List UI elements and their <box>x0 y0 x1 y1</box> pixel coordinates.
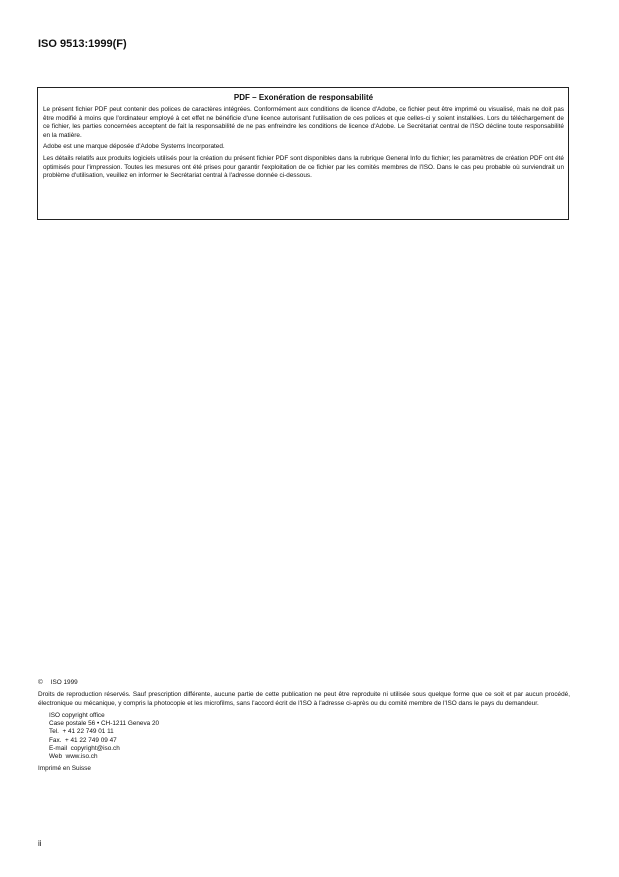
copyright-section <box>38 679 570 773</box>
copyright-symbol: © <box>38 679 43 686</box>
copyright-notice: Droits de reproduction réservés. Sauf prescription différente, aucune partie de cette publication ne peut être reproduite ni utilisée sous quelque forme que ce soit et par aucun procédé, électronique ou mécanique, y compris la photocopie et les microfilms, sans l'accord écrit de l'ISO à l'adresse ci-après ou du comité membre de l'ISO dans le pays du demandeur. <box>38 691 570 707</box>
pdf-disclaimer-box <box>37 87 569 220</box>
printed-in-line: Imprimé en Suisse <box>38 764 91 772</box>
disclaimer-title: PDF – Exonération de responsabilité <box>233 93 374 102</box>
address-line-fax: Fax. + 41 22 749 09 47 <box>49 736 117 744</box>
address-line-tel: Tel. + 41 22 749 01 11 <box>49 728 114 736</box>
iso-copyright-office-address <box>38 712 570 762</box>
document-standard-number: ISO 9513:1999(F) <box>38 38 127 50</box>
address-line-web: Web www.iso.ch <box>49 753 98 761</box>
disclaimer-paragraph-software: Les détails relatifs aux produits logiciels utilisés pour la création du présent fichier PDF sont disponibles dans la rubrique General Info du fichier; les paramètres de création PDF ont été optimisés pour l'impression. Toutes les mesures ont été prises pour garantir l'exploitation de ce fichier par les comités membres de l'ISO. Dans le cas peu probable où surviendrait un problème d'utilisation, veuillez en informer le Secrétariat central à l'adresse donnée ci-dessous. <box>43 154 564 180</box>
disclaimer-paragraph-license: Le présent fichier PDF peut contenir des polices de caractères intégrées. Conformément aux conditions de licence d'Adobe, ce fichier peut être imprimé ou visualisé, mais ne doit pas être modifié à moins que l'ordinateur employé à cet effet ne bénéficie d'une licence autorisant l'utilisation de ces polices et que celles-ci y soient installées. Lors du téléchargement de ce fichier, les parties concernées acceptent de fait la responsabilité de ne pas enfreindre les conditions de licence d'Adobe. Le Secrétariat central de l'ISO décline toute responsabilité en la matière. <box>43 106 564 139</box>
page-number: ii <box>38 839 42 848</box>
address-line-email: E-mail copyright@iso.ch <box>49 745 120 753</box>
address-line-postal: Case postale 56 • CH-1211 Geneva 20 <box>49 720 160 728</box>
copyright-year-line <box>38 679 570 687</box>
address-line-office: ISO copyright office <box>49 711 105 719</box>
disclaimer-paragraph-trademark: Adobe est une marque déposée d'Adobe Systems Incorporated. <box>43 143 225 151</box>
copyright-year: ISO 1999 <box>50 679 78 686</box>
